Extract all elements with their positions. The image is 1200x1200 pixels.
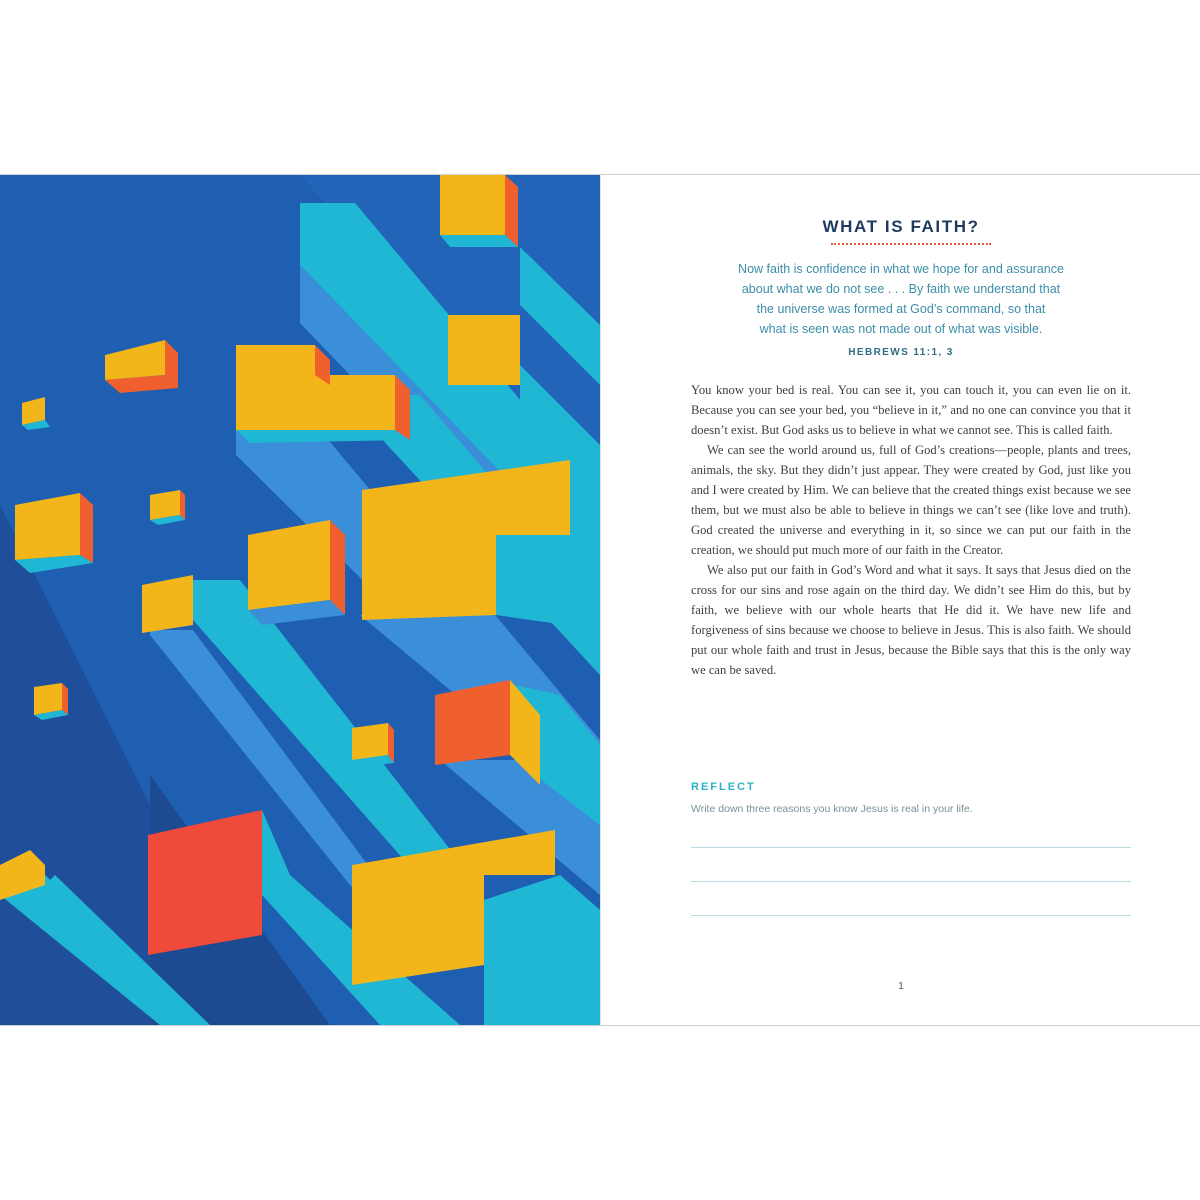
verse-line: Now faith is confidence in what we hope for and assurance	[738, 262, 1064, 276]
paragraph: You know your bed is real. You can see it, you can touch it, you can even lie on it. Because you can see your bed, you “believe in it,” and no one can convince you that it doesn’t exist. But God asks us to believe in what we cannot see. This is called faith.	[691, 383, 1131, 437]
reflect-heading: REFLECT	[691, 781, 756, 793]
writing-line[interactable]	[691, 881, 1131, 882]
page-title: WHAT IS FAITH?	[822, 217, 980, 236]
isometric-blocks-illustration	[0, 175, 600, 1025]
verse-line: about what we do not see . . . By faith we understand that	[741, 282, 1061, 296]
verse-reference: HEBREWS 11:1, 3	[848, 347, 954, 358]
writing-line[interactable]	[691, 847, 1131, 848]
artwork-panel	[0, 175, 600, 1025]
verse-line: the universe was formed at God’s command, so that	[756, 302, 1046, 316]
body-text	[691, 380, 1131, 680]
paragraph: We also put our faith in God’s Word and what it says. It says that Jesus died on the cross for our sins and rose again on the third day. We didn’t see Him do this, but by faith, we believe with our whole hearts that He did it. We have new life and forgiveness of sins because we choose to believe in Jesus. This is also faith. We should put our whole faith and trust in Jesus, because the Bible says that this is the only way we can be saved.	[691, 563, 1131, 677]
text-page	[600, 175, 1200, 1025]
paragraph: We can see the world around us, full of God’s creations—people, plants and trees, animals, the sky. But they didn’t just appear. They were created by God, just like you and I were created by Him. We can believe that the created things exist because we see them, but we must also be able to believe in things we can’t see (like love and truth). God created the universe and everything in it, so since we can put our faith in the creation, we should put much more of our faith in the Creator.	[691, 443, 1131, 557]
page-number: 1	[898, 981, 904, 992]
scripture-verse	[701, 259, 1101, 339]
title-underline	[831, 240, 991, 245]
reflect-prompt: Write down three reasons you know Jesus is real in your life.	[691, 803, 973, 815]
writing-line[interactable]	[691, 915, 1131, 916]
verse-line: what is seen was not made out of what was visible.	[759, 322, 1043, 336]
book-spread	[0, 175, 1200, 1025]
